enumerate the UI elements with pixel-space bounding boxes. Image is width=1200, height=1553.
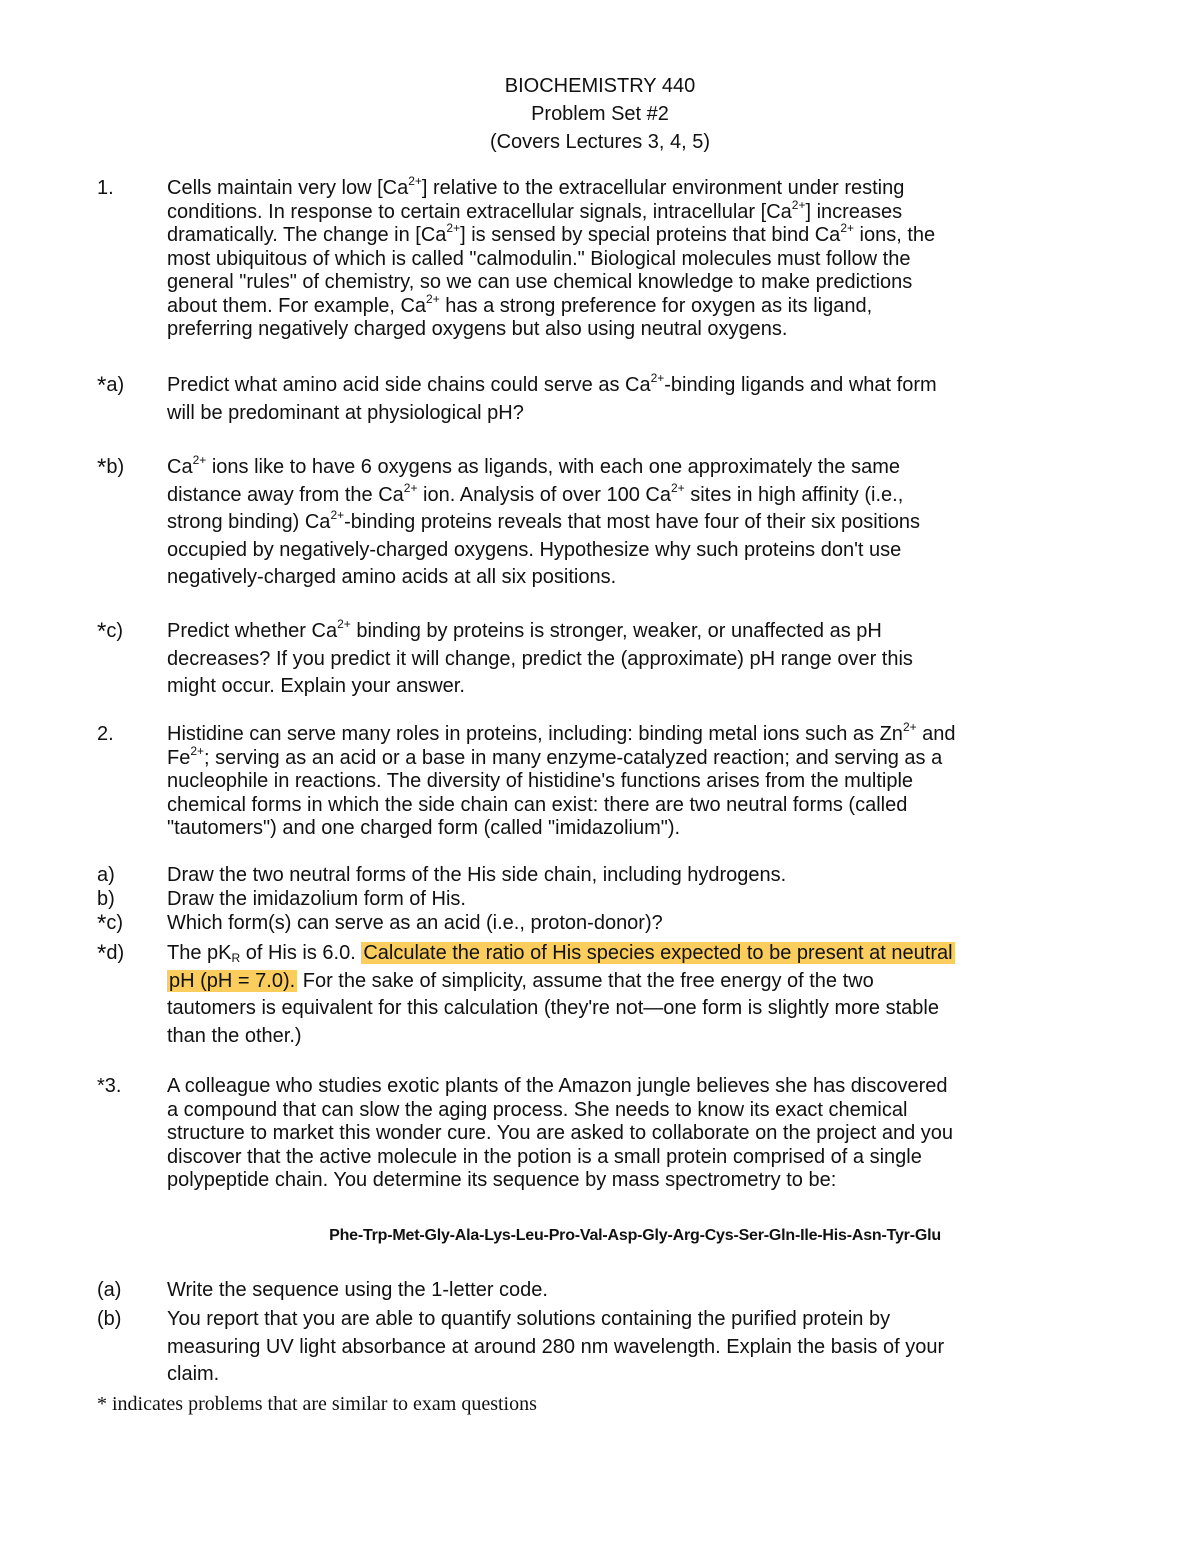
- subquestion-label: *c): [97, 618, 124, 645]
- course-title: BIOCHEMISTRY 440: [504, 75, 696, 97]
- subquestion-text: Predict what amino acid side chains could serve as $Ca^{2+}$-binding ligands and what form will be predominant at physiological pH?: [167, 371, 937, 424]
- subquestion-text: Draw the imidazolium form of His.: [167, 888, 466, 910]
- subquestion-label: a): [97, 864, 115, 886]
- subquestion-label: *d): [97, 940, 125, 967]
- exam-footnote: * indicates problems that are similar to exam questions: [97, 1393, 537, 1415]
- highlighted-text: Calculate the ratio of His species expected to be present at neutral: [363, 942, 953, 964]
- subquestion-text: Which form(s) can serve as an acid (i.e., proton-donor)?: [167, 912, 663, 934]
- question-text: Histidine can serve many roles in proteins, including: binding metal ions such as $Zn^{2+}$ and $Fe^{2+}$; serving as an acid or a base in many enzyme-catalyzed reaction; and serving as a nucleophile in reactions. The diversity of histidine's functions arises from the multiple chemical forms in which the side chain can exist: there are two neutral forms (called "tautomers") and one charged form (called "imidazolium").: [167, 720, 956, 839]
- question-text: A colleague who studies exotic plants of the Amazon jungle believes she has discovered a compound that can slow the aging process. She needs to know its exact chemical structure to market this wonder cure. You are asked to collaborate on the project and you discover that the active molecule in the potion is a small protein comprised of a single polypeptide chain. You determine its sequence by mass spectrometry to be:: [167, 1075, 954, 1191]
- problem-set-title: Problem Set #2: [531, 103, 669, 125]
- subquestion-label: (b): [97, 1308, 122, 1330]
- question-number: *3.: [97, 1075, 122, 1097]
- question-number: 2.: [97, 723, 114, 745]
- question-number: 1.: [97, 177, 114, 199]
- subquestion-label: *c): [97, 910, 124, 937]
- peptide-sequence: Phe-Trp-Met-Gly-Ala-Lys-Leu-Pro-Val-Asp-Gly-Arg-Cys-Ser-Gln-Ile-His-Asn-Tyr-Glu: [329, 1227, 941, 1244]
- document-header: [0, 72, 1200, 156]
- question-text: Cells maintain very low $[Ca^{2+}]$ relative to the extracellular environment under resting conditions. In response to certain extracellular signals, intracellular $[Ca^{2+}]$ increases dramatically. The change in $[Ca^{2+}]$ is sensed by special proteins that bind $Ca^{2+}$ ions, the most ubiquitous of which is called "calmodulin." Biological molecules must follow the general "rules" of chemistry, so we can use chemical knowledge to make predictions about them. For example, $Ca^{2+}$ has a strong preference for oxygen as its ligand, preferring negatively charged oxygens but also using neutral oxygens.: [167, 174, 936, 340]
- subquestion-text: Draw the two neutral forms of the His side chain, including hydrogens.: [167, 864, 787, 886]
- subquestion-label: (a): [97, 1279, 122, 1301]
- subquestion-text: Predict whether $Ca^{2+}$ binding by proteins is stronger, weaker, or unaffected as pH decreases? If you predict it will change, predict the (approximate) pH range over this might occur. Explain your answer.: [167, 617, 913, 697]
- highlighted-text: pH (pH = 7.0).: [169, 969, 296, 992]
- subquestion-label: b): [97, 888, 115, 910]
- subquestion-label: *b): [97, 454, 125, 481]
- subquestion-label: *a): [97, 372, 125, 399]
- subquestion-text: $Ca^{2+}$ ions like to have 6 oxygens as ligands, with each one approximately the same distance away from the $Ca^{2+}$ ion. Analysis of over 100 $Ca^{2+}$ sites in high affinity (i.e., strong binding) $Ca^{2+}$-binding proteins reveals that most have four of their six positions occupied by negatively-charged oxygens. Hypothesize why such proteins don't use negatively-charged amino acids at all six positions.: [167, 453, 920, 588]
- subquestion-text: Write the sequence using the 1-letter code.: [167, 1279, 548, 1301]
- subquestion-text: The $pK_R$ of His is 6.0. Calculate the ratio of His species expected to be present at neutral pH (pH = 7.0). For the sake of simplicity, assume that the free energy of the two tautomers is equivalent for this calculation (they're not—one form is slightly more stable than the other.): [167, 942, 953, 1047]
- lectures-covered: (Covers Lectures 3, 4, 5): [489, 131, 711, 153]
- subquestion-text: You report that you are able to quantify solutions containing the purified protein by measuring UV light absorbance at around 280 nm wavelength. Explain the basis of your claim.: [167, 1308, 945, 1385]
